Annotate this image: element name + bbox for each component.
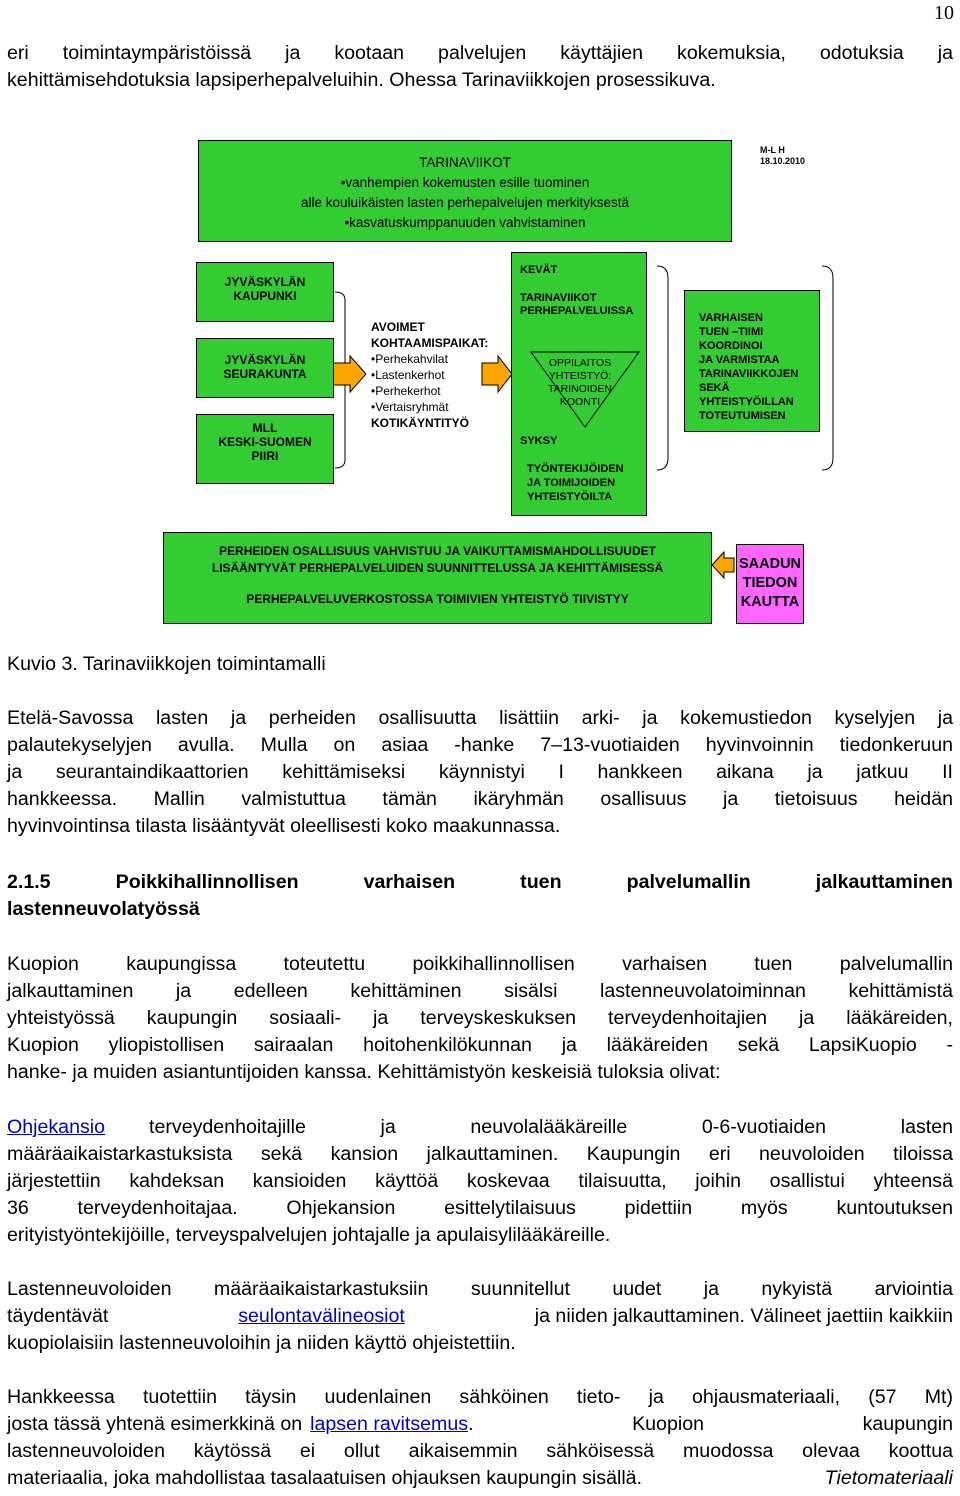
funnel-line-4: KOONTI	[559, 396, 601, 408]
coordination-line: JA VARMISTAA	[699, 354, 780, 366]
venue-item: •Perhekahvilat	[371, 352, 448, 366]
paragraph-line: kuopiolaisiin lastenneuvoloihin ja niiden käyttö ohjeistettiin.	[7, 1332, 516, 1354]
outcome-line-1: PERHEIDEN OSALLISUUS VAHVISTUU JA VAIKUTTAMISMAHDOLLISUUDET	[219, 544, 656, 558]
paragraph-line	[7, 1114, 953, 1141]
venues-title-1: AVOIMET	[371, 320, 425, 334]
feedback-line-3: KAUTTA	[740, 594, 800, 610]
lapsen-ravitsemus-link[interactable]: lapsen ravitsemus	[310, 1413, 469, 1435]
paragraph-line: Kuopion kaupungissa toteutettu poikkihallinnollisen varhaisen tuen palvelumallin	[7, 953, 953, 975]
right-bracket	[822, 266, 833, 470]
center-title-2: PERHEPALVELUISSA	[520, 305, 634, 317]
screening-pre: täydentävät	[7, 1305, 109, 1327]
coordination-line: KOORDINOI	[699, 340, 763, 352]
paragraph-line	[7, 1465, 953, 1492]
material-pre: josta tässä yhtenä esimerkkinä on	[7, 1413, 303, 1435]
paragraph-line: yhteistyössä kaupungin sosiaali- ja terveyskeskuksen terveydenhoitajien ja lääkäreiden,	[7, 1007, 953, 1029]
coordination-line: TUEN –TIIMI	[699, 326, 764, 338]
paragraph-line: hanke- ja muiden asiantuntijoiden kanssa. Kehittämistyön keskeisiä tuloksia olivat:	[7, 1061, 721, 1083]
center-title	[520, 292, 633, 318]
material-line4-pre: materiaalia, joka mahdollistaa tasalaatuisen ohjauksen kaupungin sisällä.	[7, 1467, 643, 1489]
org-city-line-1: JYVÄSKYLÄN	[224, 275, 306, 289]
author-tag	[760, 145, 805, 167]
tarinaviikot-bullet-1: •vanhempien kokemusten esille tuominen	[340, 175, 590, 190]
paragraph-line: Hankkeessa tuotettiin täysin uudenlainen sähköinen tieto- ja ohjausmateriaali, (57 Mt)	[7, 1386, 953, 1408]
outcome-line-3: PERHEPALVELUVERKOSTOSSA TOIMIVIEN YHTEISTYÖ TIIVISTYY	[246, 592, 629, 606]
outcome-line-2: LISÄÄNTYVÄT PERHEPALVELUIDEN SUUNNITTELUSSA JA KEHITTÄMISESSÄ	[211, 561, 664, 575]
paragraph-line: määräaikaistarkastuksista sekä kansion jalkauttaminen. Kaupungin eri neuvoloiden tiloissa	[7, 1143, 953, 1165]
feedback-line-1: SAADUN	[738, 556, 802, 572]
org-parish-box	[196, 338, 334, 398]
section-heading-line-2: lastenneuvolatyössä	[7, 898, 200, 920]
funnel-line-3: TARINOIDEN	[548, 383, 612, 395]
paragraph-etela-savo	[7, 705, 953, 840]
arrow-to-venues	[332, 356, 366, 392]
screening-post: ja niiden jalkauttaminen. Välineet jaettiin kaikkiin	[534, 1305, 953, 1327]
org-mll-box	[196, 414, 334, 484]
center-autumn: SYKSY	[520, 435, 558, 447]
funnel-line-1: OPPILAITOS	[548, 357, 612, 369]
paragraph-line: hyvinvointinsa tilasta lisääntyvät oleellisesti koko maakunnassa.	[7, 815, 561, 837]
paragraph-line: erityistyöntekijöille, terveyspalvelujen johtajalle ja apulaisylilääkäreille.	[7, 1224, 611, 1246]
material-line4-italic: Tietomateriaali	[824, 1467, 953, 1489]
feedback-box	[736, 544, 804, 624]
paragraph-line: jalkauttaminen ja edelleen kehittäminen sisälsi lastenneuvolatoiminnan kehittämistä	[7, 980, 953, 1002]
paragraph-line: Kuopion yliopistollisen sairaalan hoitohenkilökunnan ja lääkäreiden sekä LapsiKuopio -	[7, 1034, 953, 1056]
venues-footer: KOTIKÄYNTITYÖ	[371, 416, 469, 430]
center-feedback	[527, 462, 624, 504]
center-title-1: TARINAVIIKOT	[520, 292, 597, 304]
center-feedback-3: YHTEISTYÖILTA	[527, 491, 613, 503]
intro-line-1: eri toimintaympäristöissä ja kootaan palvelujen käyttäjien kokemuksia, odotuksia ja	[7, 42, 953, 64]
author-initials: M-L H	[760, 145, 785, 155]
page-number: 10	[934, 2, 954, 24]
author-date: 18.10.2010	[760, 156, 806, 166]
intro-line-2: kehittämisehdotuksia lapsiperhepalveluihin. Ohessa Tarinaviikkojen prosessikuva.	[7, 69, 716, 91]
venues-title-2: KOHTAAMISPAIKAT:	[371, 336, 489, 350]
center-spring: KEVÄT	[520, 264, 558, 276]
material-post: . Kuopion kaupungin	[468, 1413, 953, 1435]
paragraph-line	[7, 1411, 953, 1438]
org-mll-line-2: KESKI-SUOMEN	[218, 435, 312, 449]
center-bracket	[657, 266, 668, 470]
paragraph-ohjekansio	[7, 1114, 953, 1249]
paragraph-line: palautekyselyjen avulla. Mulla on asiaa -hanke 7–13-vuotiaiden hyvinvoinnin tiedonkeruun	[7, 734, 953, 756]
arrow-feedback	[712, 552, 734, 578]
paragraph-line: 36 terveydenhoitajaa. Ohjekansion esittelytilaisuus pidettiin myös kuntoutuksen	[7, 1197, 953, 1219]
paragraph-screening	[7, 1276, 953, 1357]
coordination-line: TOTEUTUMISEN	[699, 410, 786, 422]
center-feedback-2: JA TOIMIJOIDEN	[527, 477, 616, 489]
paragraph-line: Lastenneuvoloiden määräaikaistarkastuksiin suunnitellut uudet ja nykyistä arviointia	[7, 1278, 953, 1300]
paragraph-kuopio	[7, 951, 953, 1086]
org-city-box	[196, 262, 334, 322]
org-mll-line-1: MLL	[252, 421, 278, 435]
section-heading-line-1: 2.1.5 Poikkihallinnollisen varhaisen tuen palvelumallin jalkauttaminen	[7, 871, 953, 893]
venues-block	[371, 319, 488, 431]
funnel-line-2: YHTEISTYÖ:	[548, 370, 612, 382]
org-mll-line-3: PIIRI	[251, 449, 279, 463]
paragraph-line: ja seurantaindikaattorien kehittämiseksi käynnistyi I hankkeen aikana ja jatkuu II	[7, 761, 953, 783]
feedback-line-2: TIEDON	[742, 575, 798, 591]
coordination-line: TARINAVIIKKOJEN	[699, 368, 799, 380]
ohjekansio-line-rest: terveydenhoitajille ja neuvolalääkäreille 0-6-vuotiaiden lasten	[149, 1116, 953, 1138]
venue-item: •Vertaisryhmät	[371, 400, 449, 414]
paragraph-line	[7, 1303, 953, 1330]
venue-item: •Perhekerhot	[371, 384, 441, 398]
paragraph-line: Etelä-Savossa lasten ja perheiden osallisuutta lisättiin arki- ja kokemustiedon kyselyjen ja	[7, 707, 953, 729]
venue-item: •Lastenkerhot	[371, 368, 445, 382]
paragraph-line: järjestettiin kahdeksan kansioiden käyttöä koskevaa tilaisuutta, joihin osallistui yhteensä	[7, 1170, 953, 1192]
coordination-line: YHTEISTYÖILLAN	[699, 396, 794, 408]
seulontavalineosiot-link[interactable]: seulontavälineosiot	[238, 1305, 405, 1327]
tarinaviikot-box	[198, 140, 732, 242]
figure-caption: Kuvio 3. Tarinaviikkojen toimintamalli	[7, 653, 326, 675]
org-parish-line-2: SEURAKUNTA	[223, 367, 307, 381]
section-heading	[7, 869, 953, 923]
funnel-text	[530, 357, 630, 409]
tarinaviikot-line-2: alle kouluikäisten lasten perhepalvelujen merkityksestä	[301, 195, 629, 210]
org-city-line-2: KAUPUNKI	[233, 289, 297, 303]
paragraph-line: hankkeessa. Mallin valmistuttua tämän ikäryhmän osallisuus ja tietoisuus heidän	[7, 788, 953, 810]
center-feedback-1: TYÖNTEKIJÖIDEN	[527, 463, 624, 475]
coordination-line: SEKÄ	[699, 382, 730, 394]
org-parish-line-1: JYVÄSKYLÄN	[224, 353, 306, 367]
coordination-box	[684, 290, 820, 432]
ohjekansio-link[interactable]: Ohjekansio	[7, 1116, 106, 1138]
tarinaviikot-title: TARINAVIIKOT	[419, 155, 511, 170]
coordination-line: VARHAISEN	[699, 312, 763, 324]
paragraph-line: lastenneuvoloiden käytössä ei ollut aikaisemmin sähköisessä muodossa olevaa koottua	[7, 1440, 953, 1462]
paragraph-electronic-material	[7, 1384, 953, 1492]
tarinaviikot-bullet-2: •kasvatuskumppanuuden vahvistaminen	[344, 215, 586, 230]
outcome-box	[163, 532, 712, 624]
